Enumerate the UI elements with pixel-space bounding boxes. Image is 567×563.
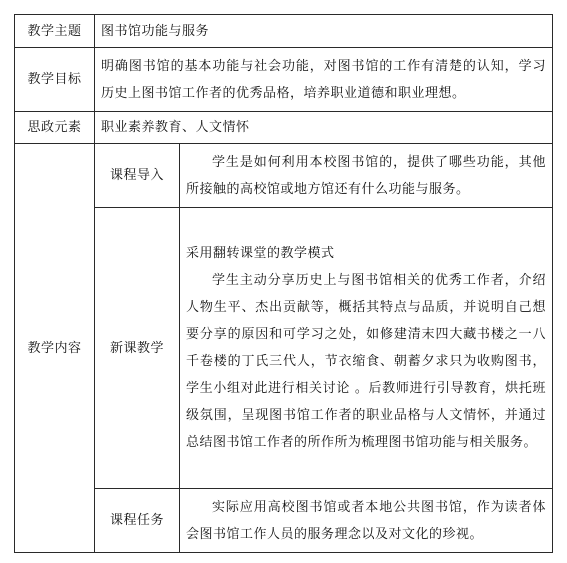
- section-label-new-lesson: 新课教学: [95, 208, 180, 489]
- lesson-plan-table: [14, 14, 553, 553]
- task-paragraph: 实际应用高校图书馆或者本地公共图书馆，作为读者体会图书馆工作人员的服务理念以及对文化的珍视。: [186, 499, 547, 542]
- section-content-new-lesson: [180, 208, 553, 489]
- section-label-intro: 课程导入: [95, 144, 180, 208]
- objective-label: 教学目标: [15, 48, 95, 112]
- row-intro: [15, 144, 553, 208]
- section-content-intro: [180, 144, 553, 208]
- row-ideology: [15, 112, 553, 144]
- teaching-content-label: 教学内容: [15, 144, 95, 553]
- new-lesson-mode-paragraph: 采用翻转课堂的教学模式: [186, 246, 335, 261]
- new-lesson-detail-paragraph: 学生主动分享历史上与图书馆相关的优秀工作者，介绍人物生平、杰出贡献等，概括其特点与品质，并说明自己想要分享的原因和可学习之处，如修建清末四大藏书楼之一八千卷楼的丁氏三代人，节衣缩食、朝蓄夕求只为收购图书，学生小组对此进行相关讨论 。后教师进行引导教育，烘托班级氛围，呈现图书馆工作者的职业品格与人文情怀，并通过总结图书馆工作者的所作所为梳理图书馆功能与相关服务。: [186, 273, 547, 450]
- row-objective: [15, 48, 553, 112]
- topic-content: 图书馆功能与服务: [95, 15, 553, 48]
- section-content-task: [180, 489, 553, 553]
- row-topic: [15, 15, 553, 48]
- section-label-task: 课程任务: [95, 489, 180, 553]
- objective-content: 明确图书馆的基本功能与社会功能，对图书馆的工作有清楚的认知，学习历史上图书馆工作者的优秀品格，培养职业道德和职业理想。: [95, 48, 553, 112]
- topic-label: 教学主题: [15, 15, 95, 48]
- ideology-label: 思政元素: [15, 112, 95, 144]
- ideology-content: 职业素养教育、人文情怀: [95, 112, 553, 144]
- row-new-lesson: [15, 208, 553, 489]
- intro-paragraph: 学生是如何利用本校图书馆的，提供了哪些功能，其他所接触的高校馆或地方馆还有什么功能与服务。: [186, 154, 547, 197]
- row-task: [15, 489, 553, 553]
